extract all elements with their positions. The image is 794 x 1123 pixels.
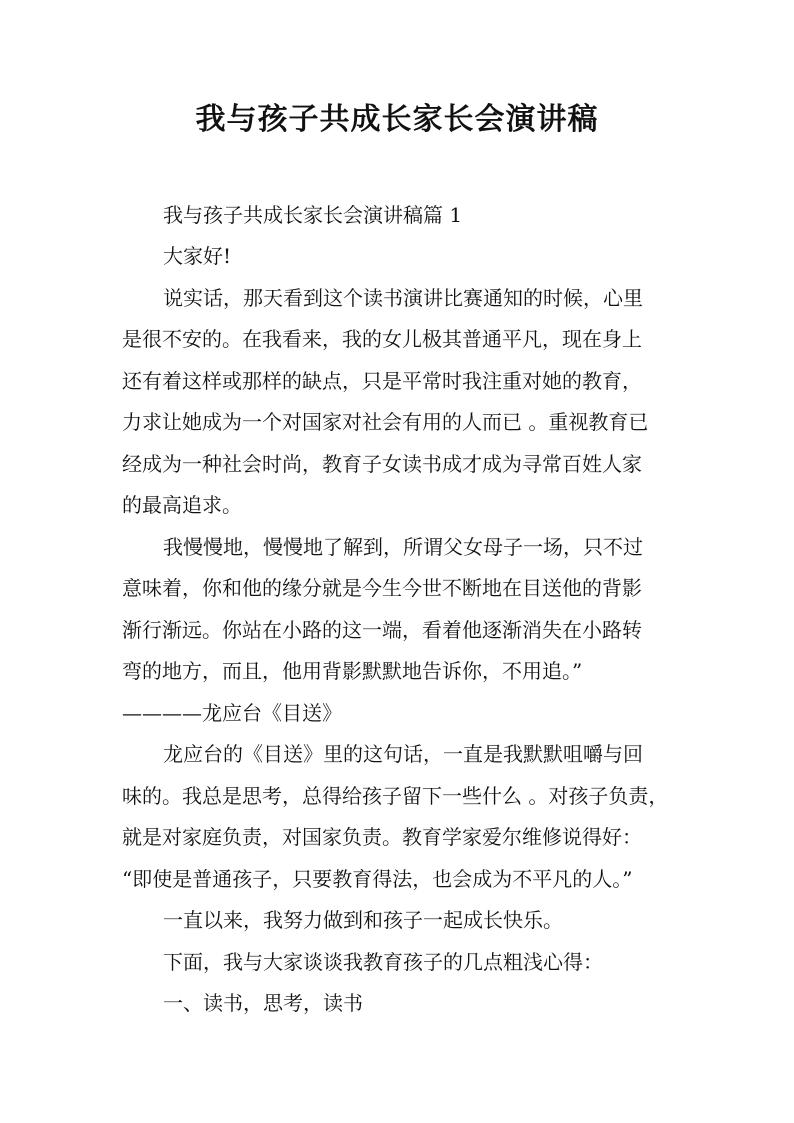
paragraph-line: 就是对家庭负责，对国家负责。教育学家爱尔维修说得好： — [122, 825, 642, 849]
paragraph-line: 我慢慢地，慢慢地了解到，所谓父女母子一场，只不过 — [163, 535, 643, 559]
paragraph-line: 力求让她成为一个对国家对社会有用的人而已 。重视教育已 — [122, 410, 649, 434]
paragraph-line: 经成为一种社会时尚，教育子女读书成才成为寻常百姓人家 — [122, 452, 642, 476]
quote-attribution: ————龙应台《目送》 — [122, 701, 342, 725]
paragraph-line: 味的。我总是思考，总得给孩子留下一些什么 。对孩子负责， — [122, 784, 669, 808]
section-heading: 我与孩子共成长家长会演讲稿篇 1 — [163, 203, 463, 227]
paragraph-line: 的最高追求。 — [122, 493, 242, 517]
paragraph-line: 意味着，你和他的缘分就是今生今世不断地在目送他的背影 — [122, 576, 642, 600]
paragraph-line: 说实话，那天看到这个读书演讲比赛通知的时候，心里 — [163, 286, 643, 310]
paragraph-line: 弯的地方，而且，他用背影默默地告诉你，不用追。” — [122, 659, 583, 683]
paragraph-line: 龙应台的《目送》里的这句话，一直是我默默咀嚼与回 — [163, 742, 643, 766]
subsection-heading: 一、读书，思考，读书 — [163, 991, 363, 1015]
paragraph-line: 下面，我与大家谈谈我教育孩子的几点粗浅心得： — [163, 950, 603, 974]
paragraph-line: “即使是普通孩子，只要教育得法，也会成为不平凡的人。” — [122, 867, 633, 891]
paragraph-line: 还有着这样或那样的缺点，只是平常时我注重对她的教育， — [122, 369, 642, 393]
greeting-line: 大家好! — [163, 244, 232, 268]
paragraph-line: 一直以来，我努力做到和孩子一起成长快乐。 — [163, 908, 563, 932]
paragraph-line: 是很不安的。在我看来，我的女儿极其普通平凡，现在身上 — [122, 327, 642, 351]
document-title: 我与孩子共成长家长会演讲稿 — [195, 102, 599, 137]
paragraph-line: 渐行渐远。你站在小路的这一端，看着他逐渐消失在小路转 — [122, 618, 642, 642]
